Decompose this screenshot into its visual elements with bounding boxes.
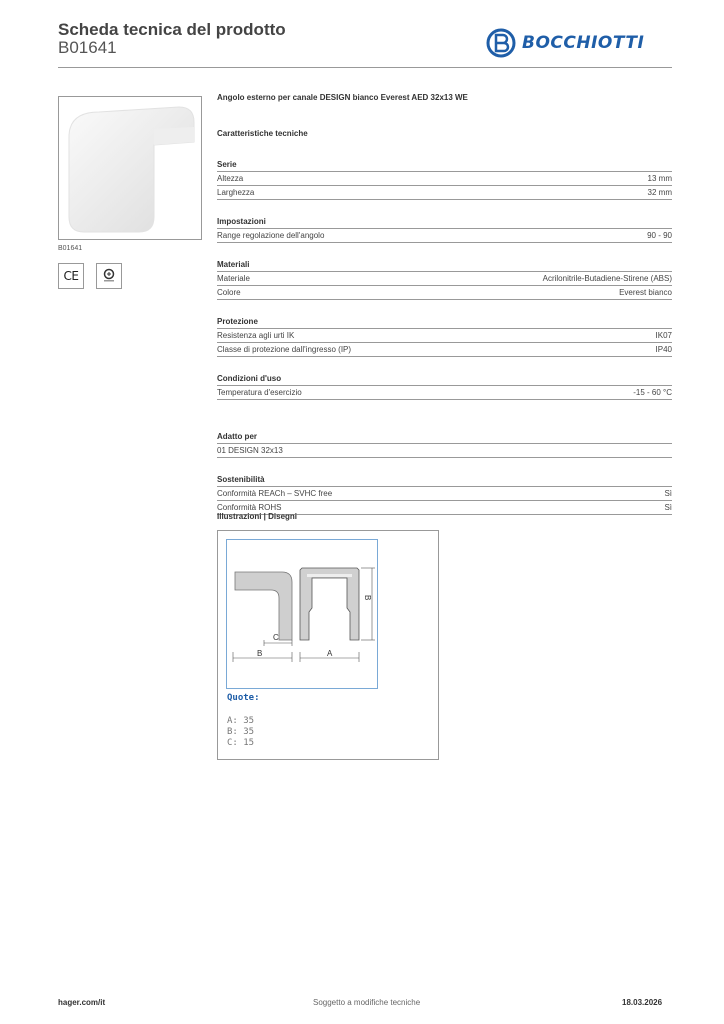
quote-line: A: 35 <box>227 716 255 726</box>
spec-row <box>217 186 672 200</box>
spec-row <box>217 386 672 400</box>
section-title: Impostazioni <box>217 216 672 229</box>
product-image <box>58 96 202 240</box>
spec-value: Everest bianco <box>619 288 672 297</box>
spec-label: Resistenza agli urti IK <box>217 331 295 340</box>
spec-label: Larghezza <box>217 188 255 197</box>
section-title: Protezione <box>217 316 672 329</box>
dim-label-c: C <box>273 633 279 642</box>
spec-value: 32 mm <box>647 188 672 197</box>
spec-label: Materiale <box>217 274 250 283</box>
dim-label-a: A <box>327 649 333 658</box>
image-code: B01641 <box>58 245 83 252</box>
spec-label: 01 DESIGN 32x13 <box>217 446 283 455</box>
spec-row <box>217 487 672 501</box>
dim-label-b-horizontal: B <box>257 649 263 658</box>
product-code: B01641 <box>58 38 117 57</box>
spec-row <box>217 229 672 243</box>
spec-row <box>217 329 672 343</box>
specs-panel <box>217 93 672 515</box>
spec-label: Range regolazione dell'angolo <box>217 231 325 240</box>
ce-mark-icon: CE <box>58 263 84 289</box>
brand-name: BOCCHIOTTI <box>522 33 645 53</box>
brand-logo <box>486 27 644 59</box>
section-title: Materiali <box>217 259 672 272</box>
quote-line: B: 35 <box>227 727 255 737</box>
dim-label-b-vertical: B <box>363 595 372 601</box>
spec-row <box>217 172 672 186</box>
spec-value: -15 - 60 °C <box>633 388 672 397</box>
header-divider <box>58 67 672 68</box>
spec-value: IP40 <box>655 345 672 354</box>
section-title: Condizioni d'uso <box>217 373 672 386</box>
spec-row <box>217 444 672 458</box>
quality-mark-icon <box>96 263 122 289</box>
specs-heading: Caratteristiche tecniche <box>217 129 308 138</box>
spec-row <box>217 272 672 286</box>
spec-value: 90 - 90 <box>647 231 672 240</box>
technical-drawing <box>226 539 378 689</box>
quotes-title: Quote: <box>227 693 260 703</box>
section-title: Serie <box>217 159 672 172</box>
product-name: Angolo esterno per canale DESIGN bianco Everest AED 32x13 WE <box>217 93 468 102</box>
spec-label: Conformità ROHS <box>217 503 282 512</box>
page-title: Scheda tecnica del prodotto <box>58 20 286 39</box>
brand-logo-icon <box>486 28 516 58</box>
spec-label: Altezza <box>217 174 244 183</box>
spec-label: Classe di protezione dall'ingresso (IP) <box>217 345 352 354</box>
spec-row <box>217 343 672 357</box>
section-title: Sostenibilità <box>217 474 672 487</box>
quote-line: C: 15 <box>227 738 255 748</box>
footer-date: 18.03.2026 <box>622 998 663 1007</box>
spec-label: Colore <box>217 288 241 297</box>
footer-website[interactable]: hager.com/it <box>58 998 106 1007</box>
footer-note: Soggetto a modifiche tecniche <box>313 998 421 1007</box>
spec-value: IK07 <box>655 331 672 340</box>
spec-value: Acrilonitrile-Butadiene-Stirene (ABS) <box>542 274 672 283</box>
spec-value: Sì <box>664 503 672 512</box>
illustrations-title: Illustrazioni | Disegni <box>217 512 298 521</box>
spec-value: Sì <box>664 489 672 498</box>
spec-row <box>217 286 672 300</box>
spec-label: Temperatura d'esercizio <box>217 388 302 397</box>
section-title: Adatto per <box>217 431 672 444</box>
spec-label: Conformità REACh – SVHC free <box>217 489 333 498</box>
spec-value: 13 mm <box>647 174 672 183</box>
